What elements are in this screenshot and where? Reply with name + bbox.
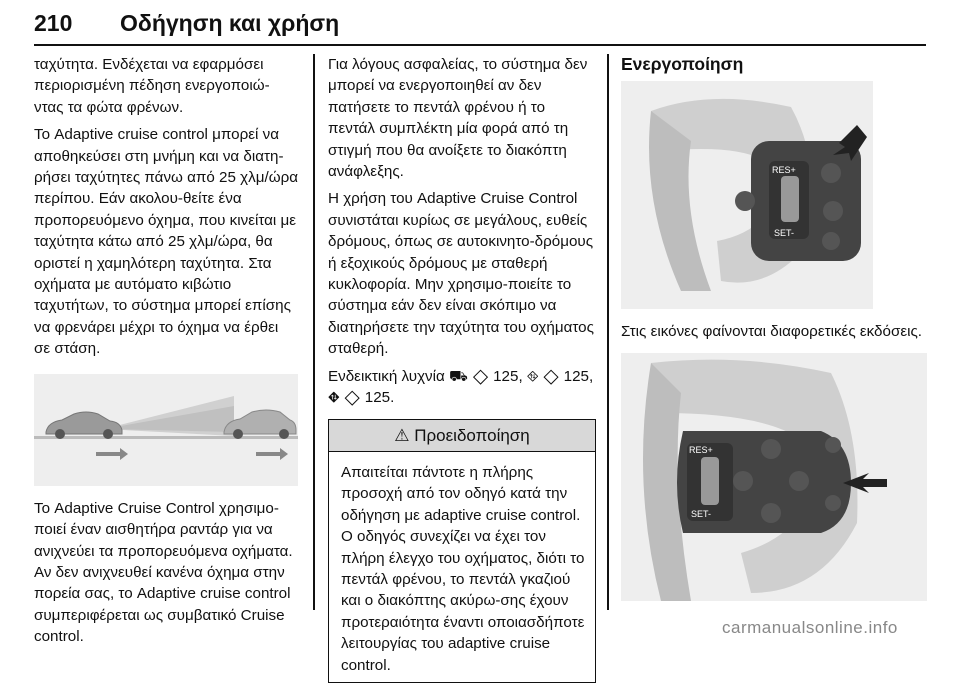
col1-paragraph-2: Το Adaptive cruise control μπορεί να αποθηκεύσει στη μνήμη και να διατη-ρήσει ταχύτητες πάνω από 25 χλμ/ώρα περίπου. Εάν ακολου-θείτε ένα προπορευόμενο όχημα, που κινείται με ταχύτητα κάτω από 25 χλμ/ώρα, θα οριστεί η χαμηλότερη ταχύτητα. Στα οχήματα με αυτόματο κιβώτιο ταχυτήτων, το σύστημα μπορεί επίσης να φρενάρει μέχρι το όχημα να έρθει σε στάση. bbox=[34, 126, 298, 358]
col2-paragraph-1: Για λόγους ασφαλείας, το σύστημα δεν μπορεί να ενεργοποιηθεί αν δεν πατήσετε το πεντάλ φρένου ή το πεντάλ συμπλέκτη μία φορά από τη στιγμή που θα ανοίξετε το διακόπτη ανάφλεξης. bbox=[328, 56, 588, 181]
page-header bbox=[34, 4, 926, 44]
column-divider-2 bbox=[607, 54, 609, 610]
col1-paragraph-3: Το Adaptive Cruise Control χρησιμο-ποιεί έναν αισθητήρα ραντάρ για να ανιχνεύει τα προπορευόμενα οχήματα. Αν δεν ανιχνευθεί κανένα όχημα στην πορεία σας, το Adaptive cruise control συμπεριφέρεται ως συμβατικό Cruise control. bbox=[34, 499, 293, 646]
wheel1-res-label: RES+ bbox=[772, 165, 796, 176]
column-2 bbox=[328, 54, 596, 683]
col2-paragraph-2: Η χρήση του Adaptive Cruise Control συνιστάται κυρίως σε μεγάλους, ευθείς δρόμους, όπως σε αυτοκινητο-δρόμους ή εξοχικούς δρόμους με σταθερή κυκλοφορία. Μην χρησιμο-ποιείτε το σύστημα εάν δεν είναι σκόπιμο να διατηρήσετε την ταχύτητα του οχήματος σταθερή. bbox=[328, 190, 594, 358]
column-divider-1 bbox=[313, 54, 315, 610]
column-1 bbox=[34, 54, 298, 654]
page-number: 210 bbox=[34, 10, 73, 36]
wheel2-set-label: SET- bbox=[691, 508, 712, 519]
page-title: Οδήγηση και χρήση bbox=[120, 10, 340, 36]
warning-title: ⚠ Προειδοποίηση bbox=[329, 420, 595, 452]
watermark-text: carmanualsonline.info bbox=[722, 618, 898, 637]
wheel2-res-label: RES+ bbox=[689, 444, 713, 455]
header-rule bbox=[34, 44, 926, 46]
warning-text: Απαιτείται πάντοτε η πλήρης προσοχή από τον οδηγό κατά την οδήγηση με adaptive cruise control. Ο οδηγός συνεχίζει να έχει τον πλήρη έλεγχο του οχήματος, διότι το πεντάλ φρένου, το πεντάλ γκαζιού και ο διακόπτης ακύρω-σης έχουν προτεραιότητα έναντι οποιασδήποτε λειτουργίας του adaptive cruise control. bbox=[341, 463, 585, 674]
col1-paragraph-1: ταχύτητα. Ενδέχεται να εφαρμόσει περιορισμένη πέδηση ενεργοποιώ-ντας τα φώτα φρένων. bbox=[34, 56, 270, 116]
steering-wheel-illustration-1 bbox=[621, 81, 873, 309]
indicator-references: Ενδεικτική λυχνία ⛟ ◇ 125, ⛗ ◇ 125, ⛖ ◇ 125. bbox=[328, 367, 594, 407]
wheel1-set-label: SET- bbox=[774, 228, 795, 239]
radar-cars-illustration bbox=[34, 374, 298, 486]
steering-wheel-illustration-2 bbox=[621, 353, 927, 601]
section-title-activation: Ενεργοποίηση bbox=[621, 54, 744, 74]
column-3 bbox=[621, 54, 927, 601]
warning-box bbox=[328, 419, 596, 683]
figure-caption: Στις εικόνες φαίνονται διαφορετικές εκδόσεις. bbox=[621, 323, 922, 341]
